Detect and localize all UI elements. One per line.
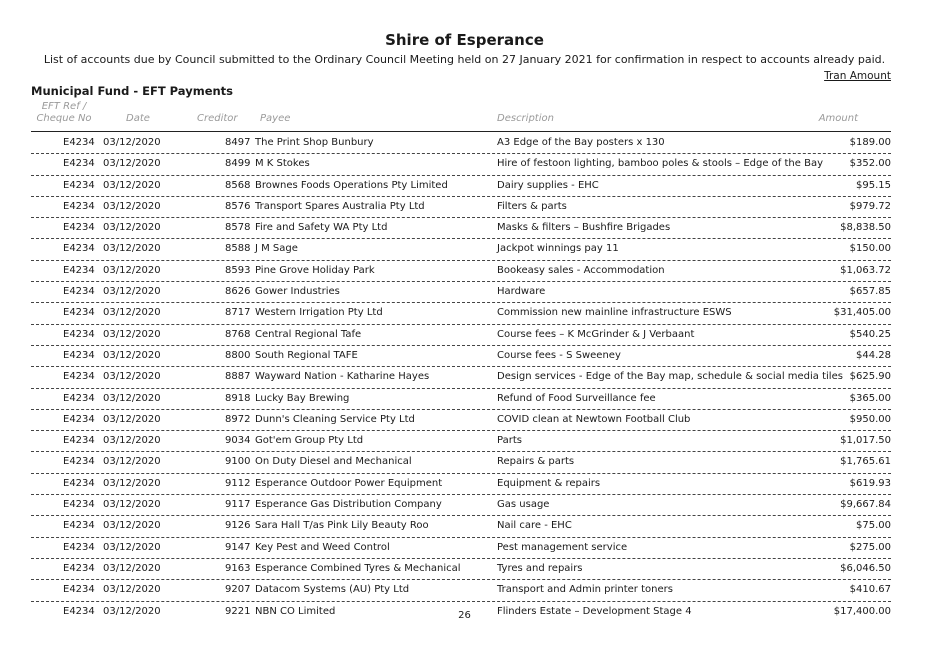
cell-creditor: 8578 bbox=[225, 222, 251, 234]
cell-creditor: 9112 bbox=[225, 477, 251, 489]
cell-payee: M K Stokes bbox=[255, 158, 310, 170]
cell-creditor: 8588 bbox=[225, 243, 251, 255]
table-row bbox=[31, 282, 891, 303]
cell-amount: $1,063.72 bbox=[840, 264, 891, 276]
cell-description: Bookeasy sales - Accommodation bbox=[497, 264, 665, 276]
cell-description: Dairy supplies - EHC bbox=[497, 179, 599, 191]
cell-ref: E4234 bbox=[63, 562, 95, 574]
cell-date: 03/12/2020 bbox=[103, 264, 161, 276]
cell-ref: E4234 bbox=[63, 477, 95, 489]
cell-date: 03/12/2020 bbox=[103, 520, 161, 532]
cell-amount: $1,017.50 bbox=[840, 435, 891, 447]
cell-ref: E4234 bbox=[63, 499, 95, 511]
cell-ref: E4234 bbox=[63, 264, 95, 276]
cell-date: 03/12/2020 bbox=[103, 222, 161, 234]
cell-payee: Sara Hall T/as Pink Lily Beauty Roo bbox=[255, 520, 429, 532]
cell-description: Repairs & parts bbox=[497, 456, 575, 468]
cell-description: Jackpot winnings pay 11 bbox=[497, 243, 619, 255]
cell-amount: $9,667.84 bbox=[840, 499, 891, 511]
cell-amount: $150.00 bbox=[849, 243, 891, 255]
cell-creditor: 8568 bbox=[225, 179, 251, 191]
cell-date: 03/12/2020 bbox=[103, 328, 161, 340]
cell-payee: Brownes Foods Operations Pty Limited bbox=[255, 179, 448, 191]
cell-payee: Lucky Bay Brewing bbox=[255, 392, 350, 404]
column-header-creditor: Creditor bbox=[197, 113, 238, 124]
cell-creditor: 8887 bbox=[225, 371, 251, 383]
cell-payee: Esperance Gas Distribution Company bbox=[255, 499, 442, 511]
cell-amount: $619.93 bbox=[849, 477, 891, 489]
cell-payee: Western Irrigation Pty Ltd bbox=[255, 307, 383, 319]
cell-date: 03/12/2020 bbox=[103, 349, 161, 361]
cell-payee: South Regional TAFE bbox=[255, 349, 358, 361]
cell-payee: Dunn's Cleaning Service Pty Ltd bbox=[255, 413, 415, 425]
document-subtitle: List of accounts due by Council submitted to the Ordinary Council Meeting held on 27 January 2021 for confirmation in respect to accounts already paid. bbox=[43, 53, 886, 66]
cell-payee: Gower Industries bbox=[255, 286, 340, 298]
column-header-ref bbox=[35, 101, 93, 125]
cell-ref: E4234 bbox=[63, 371, 95, 383]
cell-payee: The Print Shop Bunbury bbox=[255, 137, 374, 148]
cell-ref: E4234 bbox=[63, 541, 95, 553]
cell-ref: E4234 bbox=[63, 328, 95, 340]
table-row bbox=[31, 538, 891, 559]
table-row bbox=[31, 367, 891, 388]
table-row bbox=[31, 261, 891, 282]
table-row bbox=[31, 154, 891, 175]
cell-amount: $1,765.61 bbox=[840, 456, 891, 468]
cell-description: Hire of festoon lighting, bamboo poles & stools – Edge of the Bay bbox=[497, 158, 823, 170]
cell-date: 03/12/2020 bbox=[103, 605, 161, 617]
cell-amount: $625.90 bbox=[849, 371, 891, 383]
cell-payee: Esperance Combined Tyres & Mechanical bbox=[255, 562, 461, 574]
cell-ref: E4234 bbox=[63, 520, 95, 532]
table-row bbox=[31, 559, 891, 580]
cell-date: 03/12/2020 bbox=[103, 307, 161, 319]
cell-creditor: 8918 bbox=[225, 392, 251, 404]
cell-ref: E4234 bbox=[63, 179, 95, 191]
cell-date: 03/12/2020 bbox=[103, 584, 161, 596]
cell-amount: $275.00 bbox=[849, 541, 891, 553]
page-number: 26 bbox=[458, 610, 471, 621]
table-row bbox=[31, 452, 891, 473]
table-row bbox=[31, 580, 891, 601]
cell-description: Masks & filters – Bushfire Brigades bbox=[497, 222, 671, 234]
cell-creditor: 8800 bbox=[225, 349, 251, 361]
cell-payee: Got'em Group Pty Ltd bbox=[255, 435, 364, 447]
table-row bbox=[31, 389, 891, 410]
column-header-amount: Amount bbox=[818, 113, 858, 124]
cell-date: 03/12/2020 bbox=[103, 200, 161, 212]
cell-description: Commission new mainline infrastructure ESWS bbox=[497, 307, 732, 319]
cell-payee: Datacom Systems (AU) Pty Ltd bbox=[255, 584, 410, 596]
cell-date: 03/12/2020 bbox=[103, 158, 161, 170]
payments-table bbox=[31, 133, 891, 622]
cell-description: Pest management service bbox=[497, 541, 628, 553]
cell-payee: Central Regional Tafe bbox=[255, 328, 362, 340]
cell-amount: $979.72 bbox=[849, 200, 891, 212]
cell-ref: E4234 bbox=[63, 243, 95, 255]
cell-description: Design services - Edge of the Bay map, schedule & social media tiles bbox=[497, 371, 843, 383]
cell-ref: E4234 bbox=[63, 413, 95, 425]
cell-date: 03/12/2020 bbox=[103, 179, 161, 191]
cell-date: 03/12/2020 bbox=[103, 243, 161, 255]
cell-creditor: 8717 bbox=[225, 307, 251, 319]
cell-description: Refund of Food Surveillance fee bbox=[497, 392, 656, 404]
cell-ref: E4234 bbox=[63, 392, 95, 404]
table-row bbox=[31, 431, 891, 452]
cell-date: 03/12/2020 bbox=[103, 477, 161, 489]
table-row bbox=[31, 516, 891, 537]
cell-amount: $189.00 bbox=[849, 137, 891, 148]
cell-amount: $540.25 bbox=[849, 328, 891, 340]
cell-creditor: 8576 bbox=[225, 200, 251, 212]
cell-creditor: 9126 bbox=[225, 520, 251, 532]
cell-date: 03/12/2020 bbox=[103, 435, 161, 447]
cell-description: Gas usage bbox=[497, 499, 550, 511]
cell-description: Parts bbox=[497, 435, 522, 447]
cell-description: Transport and Admin printer toners bbox=[497, 584, 673, 596]
cell-creditor: 9117 bbox=[225, 499, 251, 511]
cell-ref: E4234 bbox=[63, 286, 95, 298]
cell-amount: $6,046.50 bbox=[840, 562, 891, 574]
cell-date: 03/12/2020 bbox=[103, 456, 161, 468]
cell-amount: $17,400.00 bbox=[833, 605, 891, 617]
cell-payee: On Duty Diesel and Mechanical bbox=[255, 456, 412, 468]
cell-date: 03/12/2020 bbox=[103, 286, 161, 298]
cell-description: Course fees - S Sweeney bbox=[497, 349, 621, 361]
cell-date: 03/12/2020 bbox=[103, 371, 161, 383]
cell-description: Nail care - EHC bbox=[497, 520, 572, 532]
cell-amount: $8,838.50 bbox=[840, 222, 891, 234]
cell-payee: Transport Spares Australia Pty Ltd bbox=[255, 200, 425, 212]
column-header-ref-line1: EFT Ref / bbox=[41, 101, 87, 112]
table-row bbox=[31, 239, 891, 260]
cell-ref: E4234 bbox=[63, 158, 95, 170]
cell-creditor: 9147 bbox=[225, 541, 251, 553]
cell-description: Equipment & repairs bbox=[497, 477, 601, 489]
cell-creditor: 8497 bbox=[225, 137, 251, 148]
table-row bbox=[31, 197, 891, 218]
cell-payee: Key Pest and Weed Control bbox=[255, 541, 390, 553]
cell-description: Filters & parts bbox=[497, 200, 567, 212]
table-row bbox=[31, 346, 891, 367]
cell-ref: E4234 bbox=[63, 200, 95, 212]
cell-creditor: 8768 bbox=[225, 328, 251, 340]
cell-amount: $657.85 bbox=[849, 286, 891, 298]
cell-payee: Fire and Safety WA Pty Ltd bbox=[255, 222, 388, 234]
cell-creditor: 9207 bbox=[225, 584, 251, 596]
cell-creditor: 8972 bbox=[225, 413, 251, 425]
cell-ref: E4234 bbox=[63, 222, 95, 234]
fund-section-title: Municipal Fund - EFT Payments bbox=[31, 84, 234, 98]
cell-amount: $44.28 bbox=[856, 349, 891, 361]
cell-ref: E4234 bbox=[63, 584, 95, 596]
cell-description: Course fees – K McGrinder & J Verbaant bbox=[497, 328, 695, 340]
table-row bbox=[31, 176, 891, 197]
cell-date: 03/12/2020 bbox=[103, 137, 161, 148]
table-header bbox=[31, 101, 891, 132]
cell-date: 03/12/2020 bbox=[103, 413, 161, 425]
cell-creditor: 9163 bbox=[225, 562, 251, 574]
cell-date: 03/12/2020 bbox=[103, 392, 161, 404]
cell-ref: E4234 bbox=[63, 435, 95, 447]
table-row bbox=[31, 133, 891, 154]
cell-payee: Esperance Outdoor Power Equipment bbox=[255, 477, 443, 489]
cell-payee: NBN CO Limited bbox=[255, 605, 336, 617]
cell-description: A3 Edge of the Bay posters x 130 bbox=[497, 137, 665, 148]
cell-description: Flinders Estate – Development Stage 4 bbox=[497, 605, 692, 617]
cell-creditor: 9100 bbox=[225, 456, 251, 468]
cell-creditor: 9221 bbox=[225, 605, 251, 617]
document-title: Shire of Esperance bbox=[385, 31, 544, 49]
cell-creditor: 8626 bbox=[225, 286, 251, 298]
cell-amount: $365.00 bbox=[849, 392, 891, 404]
cell-ref: E4234 bbox=[63, 137, 95, 148]
table-row bbox=[31, 495, 891, 516]
cell-date: 03/12/2020 bbox=[103, 499, 161, 511]
column-header-description: Description bbox=[497, 113, 554, 124]
cell-date: 03/12/2020 bbox=[103, 541, 161, 553]
table-row bbox=[31, 474, 891, 495]
column-header-payee: Payee bbox=[260, 113, 291, 124]
cell-creditor: 8499 bbox=[225, 158, 251, 170]
cell-amount: $31,405.00 bbox=[833, 307, 891, 319]
tran-amount-label: Tran Amount bbox=[824, 70, 891, 82]
table-row bbox=[31, 303, 891, 324]
table-row bbox=[31, 218, 891, 239]
cell-creditor: 8593 bbox=[225, 264, 251, 276]
cell-amount: $950.00 bbox=[849, 413, 891, 425]
cell-payee: J M Sage bbox=[255, 243, 298, 255]
column-header-date: Date bbox=[126, 113, 150, 124]
cell-amount: $352.00 bbox=[849, 158, 891, 170]
cell-date: 03/12/2020 bbox=[103, 562, 161, 574]
cell-ref: E4234 bbox=[63, 349, 95, 361]
cell-amount: $75.00 bbox=[856, 520, 891, 532]
cell-amount: $410.67 bbox=[849, 584, 891, 596]
table-row bbox=[31, 325, 891, 346]
cell-ref: E4234 bbox=[63, 456, 95, 468]
table-row bbox=[31, 410, 891, 431]
cell-description: COVID clean at Newtown Football Club bbox=[497, 413, 691, 425]
cell-payee: Pine Grove Holiday Park bbox=[255, 264, 375, 276]
cell-description: Hardware bbox=[497, 286, 546, 298]
cell-description: Tyres and repairs bbox=[497, 562, 583, 574]
cell-ref: E4234 bbox=[63, 307, 95, 319]
column-header-ref-line2: Cheque No bbox=[36, 113, 92, 124]
cell-amount: $95.15 bbox=[856, 179, 891, 191]
cell-payee: Wayward Nation - Katharine Hayes bbox=[255, 371, 430, 383]
cell-creditor: 9034 bbox=[225, 435, 251, 447]
cell-ref: E4234 bbox=[63, 605, 95, 617]
